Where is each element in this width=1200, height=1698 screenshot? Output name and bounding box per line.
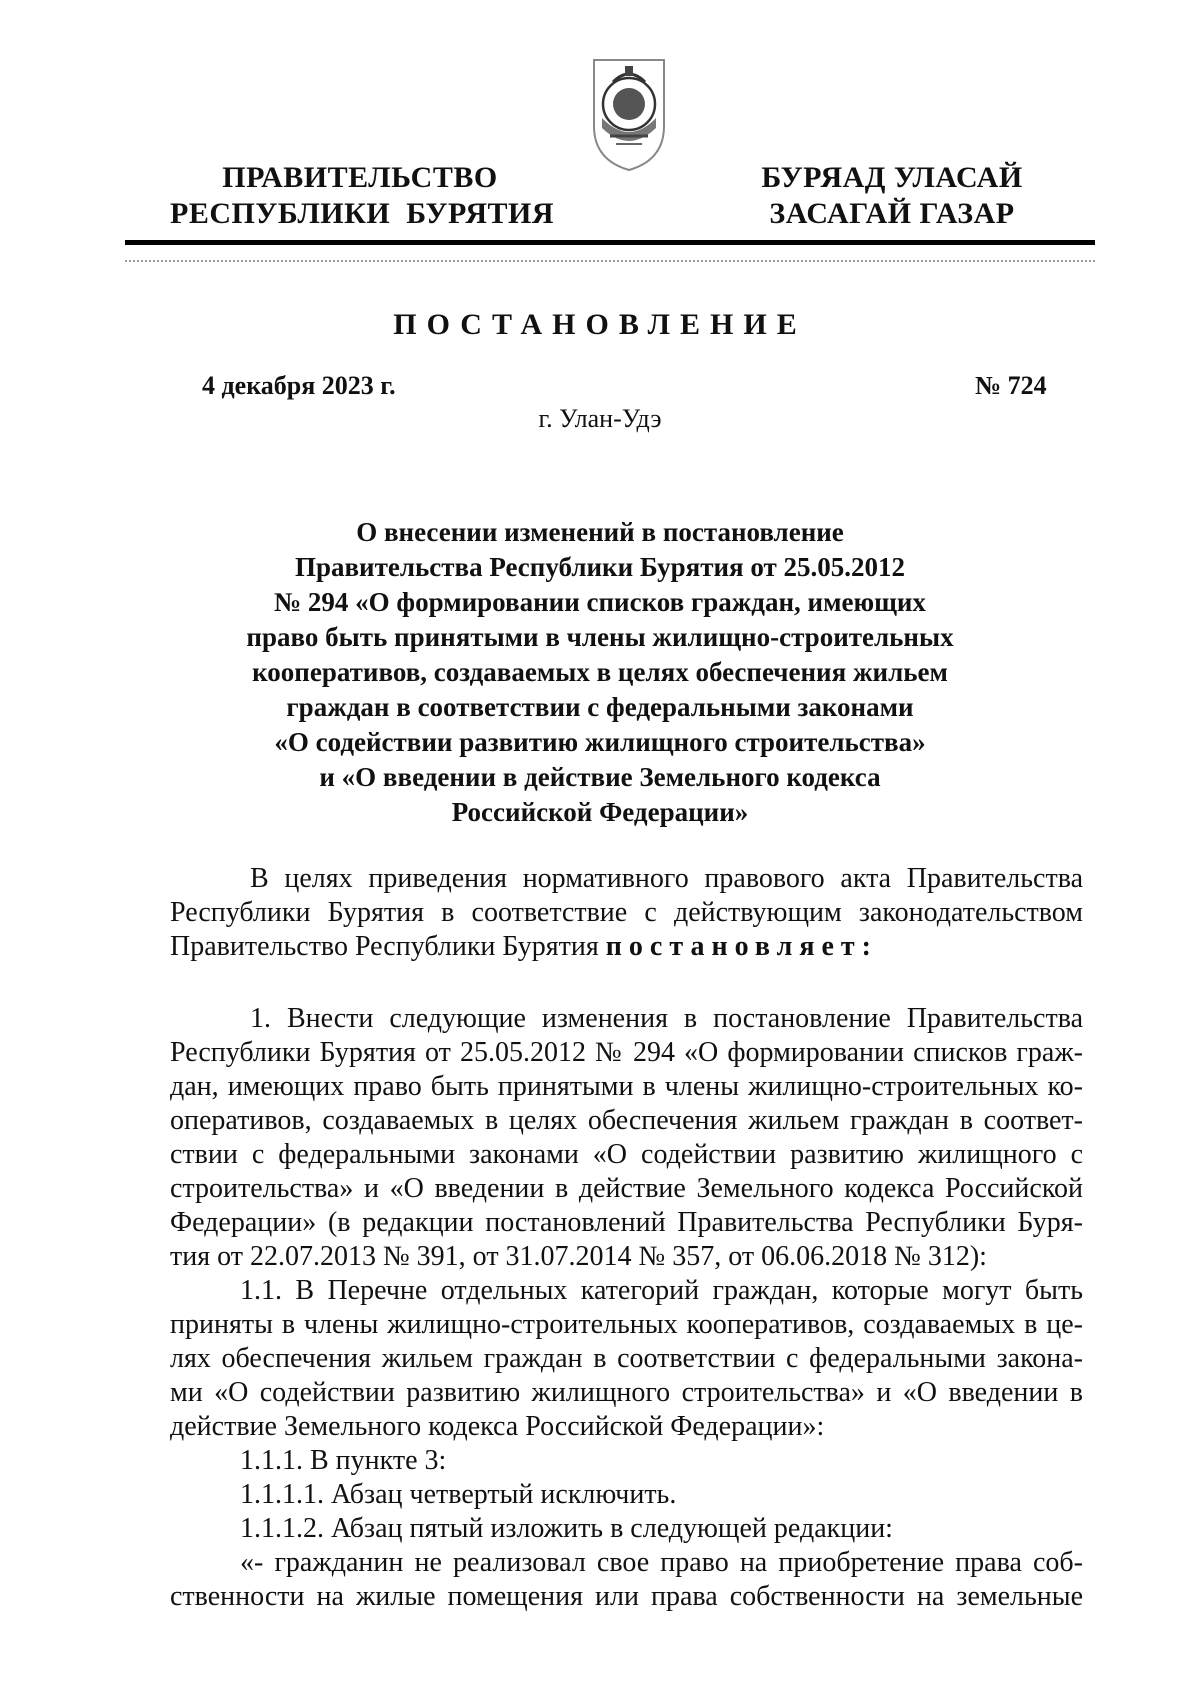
title-line: Правительства Республики Бурятия от 25.05.2012 xyxy=(294,552,906,582)
document-city: г. Улан-Удэ xyxy=(538,404,662,433)
quoted-text-line: «- гражданин не реализовал свое право на приобретение права соб- xyxy=(240,1547,1083,1578)
document-number: № 724 xyxy=(975,371,1047,400)
title-line: граждан в соответствии с федеральными законами xyxy=(286,692,914,722)
paragraph-1-line: оперативов, создаваемых в целях обеспечения жильем граждан в соответ- xyxy=(170,1105,1083,1136)
document-date: 4 декабря 2023 г. xyxy=(202,371,396,400)
issuer-line-1: ПРАВИТЕЛЬСТВО xyxy=(222,161,498,194)
paragraph-1-line: строительства» и «О введении в действие Земельного кодекса Российской xyxy=(170,1173,1083,1204)
decree-word: постановляет: xyxy=(605,931,878,962)
paragraph-1-1-1-2: 1.1.1.2. Абзац пятый изложить в следующей редакции: xyxy=(240,1513,893,1544)
preamble-subject: Правительство Республики Бурятия xyxy=(170,931,599,962)
paragraph-1-1-1: 1.1.1. В пункте 3: xyxy=(240,1445,447,1476)
title-line: «О содействии развитию жилищного строительства» xyxy=(274,727,926,757)
preamble-line xyxy=(170,930,1083,964)
paragraph-1-1-line: действие Земельного кодекса Российской Федерации»: xyxy=(170,1411,825,1442)
paragraph-1-line: 1. Внести следующие изменения в постановление Правительства xyxy=(250,1003,1083,1034)
title-line: право быть принятыми в члены жилищно-строительных xyxy=(246,622,954,652)
paragraph-1-line: ствии с федеральными законами «О содействии развитию жилищного с xyxy=(170,1139,1083,1170)
paragraph-1-line: Федерации» (в редакции постановлений Правительства Республики Буря- xyxy=(170,1207,1083,1238)
title-line: Российской Федерации» xyxy=(451,797,749,827)
document-title xyxy=(180,515,1020,830)
title-line: О внесении изменений в постановление xyxy=(356,517,844,547)
paragraph-1-line: Республики Бурятия от 25.05.2012 № 294 «О формировании списков граж- xyxy=(170,1037,1083,1068)
paragraph-1-line: тия от 22.07.2013 № 391, от 31.07.2014 № 357, от 06.06.2018 № 312): xyxy=(170,1241,987,1272)
document-body xyxy=(170,862,1083,1614)
paragraph-1-1-line: ми «О содействии развитию жилищного строительства» и «О введении в xyxy=(170,1377,1083,1408)
preamble-line: В целях приведения нормативного правового акта Правительства xyxy=(250,863,1083,894)
paragraph-1-1-line: приняты в члены жилищно-строительных кооперативов, создаваемых в це- xyxy=(170,1309,1083,1340)
title-line: и «О введении в действие Земельного кодекса xyxy=(319,762,881,792)
issuer-line-2: РЕСПУБЛИКИ БУРЯТИЯ xyxy=(170,197,555,230)
header-dotted-rule xyxy=(125,260,1095,262)
quoted-text-line: ственности на жилые помещения или права собственности на земельные xyxy=(170,1581,1083,1612)
issuer-buryat-line-2: ЗАСАГАЙ ГАЗАР xyxy=(769,197,1015,230)
issuer-buryat-line-1: БУРЯАД УЛАСАЙ xyxy=(761,161,1023,194)
paragraph-1-1-line: 1.1. В Перечне отдельных категорий граждан, которые могут быть xyxy=(240,1275,1083,1306)
issuer-name-russian xyxy=(170,160,555,232)
coat-of-arms-icon xyxy=(588,56,670,174)
header-rule xyxy=(125,240,1095,245)
document-type: ПОСТАНОВЛЕНИЕ xyxy=(393,308,807,341)
paragraph-1-1-1-1: 1.1.1.1. Абзац четвертый исключить. xyxy=(240,1479,677,1510)
paragraph-1-line: дан, имеющих право быть принятыми в члены жилищно-строительных ко- xyxy=(170,1071,1083,1102)
title-line: № 294 «О формировании списков граждан, имеющих xyxy=(274,587,926,617)
paragraph-1-1-line: лях обеспечения жильем граждан в соответствии с федеральными закона- xyxy=(170,1343,1083,1374)
title-line: кооперативов, создаваемых в целях обеспечения жильем xyxy=(252,657,948,687)
preamble-line: Республики Бурятия в соответствие с действующим законодательством xyxy=(170,897,1083,928)
issuer-name-buryat xyxy=(742,160,1042,232)
